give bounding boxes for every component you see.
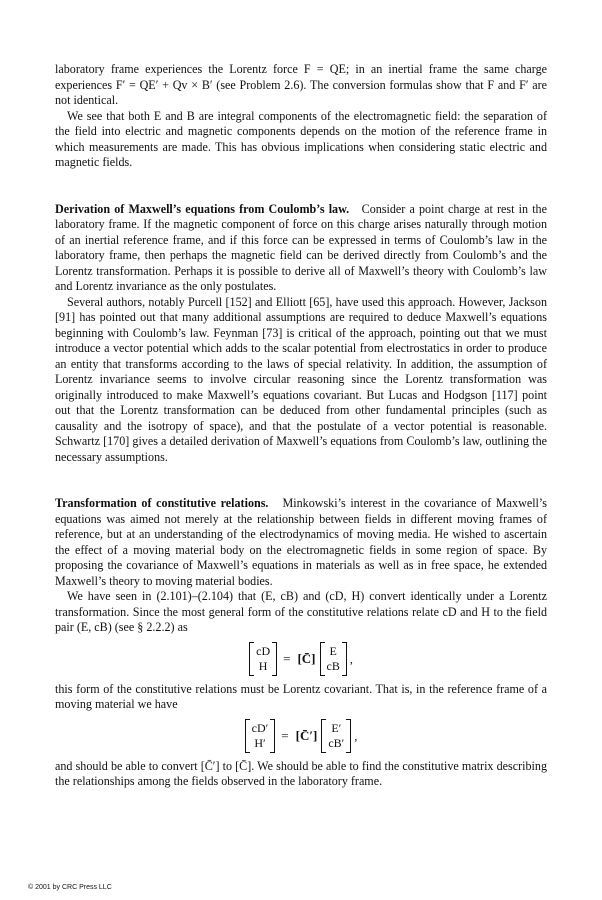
eq1-left-top: cD [256,643,271,658]
section-title-constitutive: Transformation of constitutive relations. [55,496,269,510]
eq2-equals: = [281,728,289,743]
paragraph-covariant: this form of the constitutive relations must be Lorentz covariant. That is, in the reference frame of a moving material we have [55,681,547,711]
paragraph-lorentz-force: laboratory frame experiences the Lorentz force F = QE; in an inertial frame the same charge experiences F′ = QE′ + Qv × B′ (see Problem 2.6). The conversion formulas show that F and F′ are not identical. [55,62,547,107]
paragraph-field-components: We see that both E and B are integral components of the electromagnetic field: the separation of the field into electric and magnetic components depends on the motion of the reference frame in which measurements are made. This has obvious implications when considering static electric and magnetic fields. [55,108,547,169]
eq2-left-bot: H′ [254,735,266,750]
eq1-right-top: E [329,643,337,658]
paragraph-convert-identically: We have seen in (2.101)–(2.104) that (E, cB) and (cD, H) convert identically under a Lorentz transformation. Since the most general form of the constitutive relations relate cD and H to the field pair (E, cB) (see § 2.2.2) as [55,589,547,634]
section-constitutive-text: Minkowski’s interest in the covariance of Maxwell’s equations was aimed not merely at the relationship between fields in different moving frames of reference, but at an understanding of the electrodynamics of moving media. He wished to ascertain the effect of a moving material body on the electromagnetic fields in some region of space. By proposing the covariance of Maxwell’s equations in materials as well as in free space, he extended Maxwell’s theory to moving material bodies. [55,496,547,588]
section-constitutive-intro [55,496,547,589]
section-title-coulomb: Derivation of Maxwell’s equations from Coulomb’s law. [55,201,350,216]
section-coulomb-text: Consider a point charge at rest in the laboratory frame. If the magnetic component of force on this charge arises naturally through motion of an inertial reference frame, and if this force can be expressed in terms of Coulomb’s law in the laboratory frame, then perhaps the magnetic field can be derived directly from Coulomb’s and the Lorentz transformation. Perhaps it is possible to derive all of Maxwell’s theory with Coulomb’s law and Lorentz invariance as the only postulates. [55,201,547,293]
paragraph-conclusion: and should be able to convert [C̄′] to [C̄]. We should be able to find the constitutive matrix describing the relationships among the fields observed in the laboratory frame. [55,758,547,788]
vector-left [249,642,277,676]
vector-right [320,642,347,676]
eq2-left-top: cD′ [251,720,269,735]
vector-left-prime [245,719,276,753]
eq2-punct: , [354,728,358,743]
paragraph-authors: Several authors, notably Purcell [152] and Elliott [65], have used this approach. However, Jackson [91] has pointed out that many additional assumptions are required to deduce Maxwell’s equations beginning with Coulomb’s law. Feynman [73] is critical of the approach, pointing out that we must introduce a vector potential which adds to the scalar potential from electrostatics in order to produce an entity that transforms according to the laws of special relativity. In addition, the assumption of Lorentz invariance seems to involve circular reasoning since the Lorentz transformation was originally introduced to make Maxwell’s equations covariant. But Lucas and Hodgson [117] point out that the Lorentz transformation can be deduced from other fundamental principles (such as causality and the isotropy of space), and that the postulate of a vector potential is reasonable. Schwartz [170] gives a detailed derivation of Maxwell’s equations from Coulomb’s law, outlining the necessary assumptions. [55,294,547,464]
eq2-matrix: [C̄′] [295,728,318,743]
eq2-right-bot: cB′ [328,735,345,750]
copyright-footer: © 2001 by CRC Press LLC [28,884,112,891]
equation-constitutive [55,642,547,676]
eq1-punct: , [349,651,353,666]
eq1-right-bot: cB [326,658,340,673]
eq1-left-bot: H [258,658,268,673]
eq2-right-top: E′ [331,720,342,735]
section-coulomb-intro [55,202,547,295]
eq1-matrix: [C̄] [297,651,316,666]
equation-moving-frame [55,719,547,753]
eq1-equals: = [283,651,291,666]
page-body [55,62,547,790]
vector-right-prime [321,719,351,753]
